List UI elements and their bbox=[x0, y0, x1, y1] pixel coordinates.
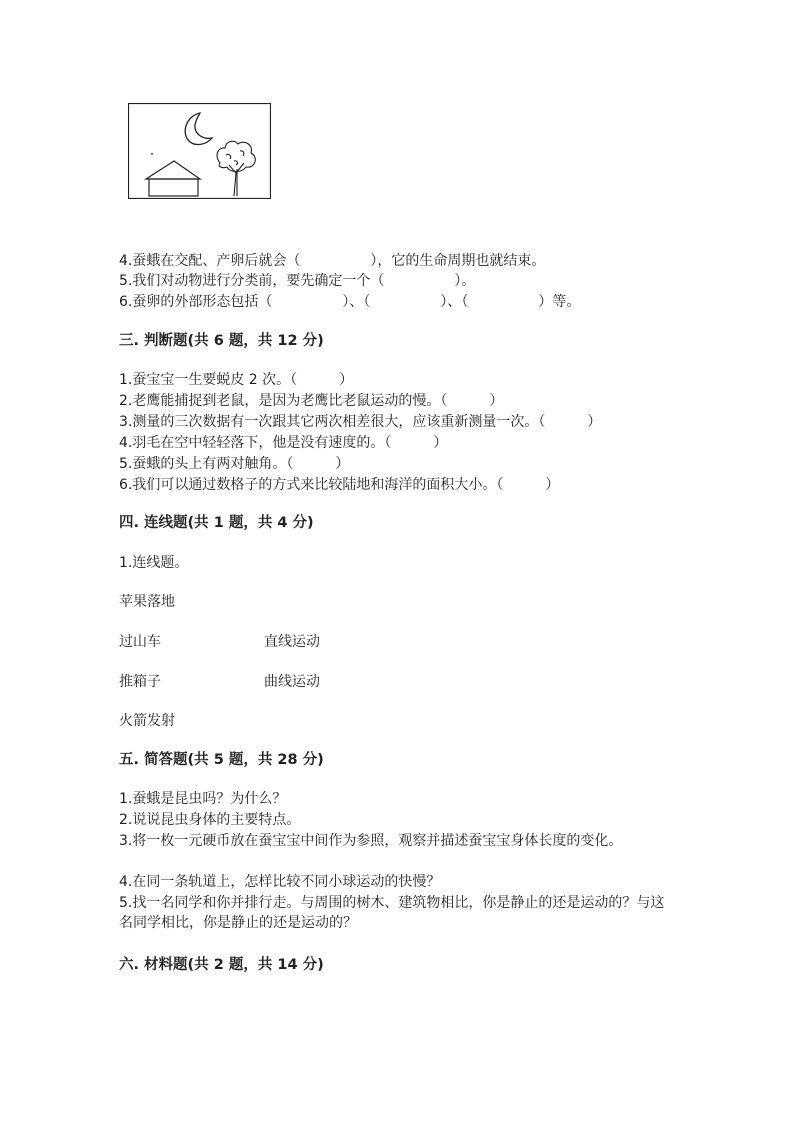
section-title: 四. 连线题(共 1 题，共 4 分) bbox=[119, 515, 314, 531]
matching-right-item: 曲线运动 bbox=[264, 674, 320, 690]
matching-left-item: 过山车 bbox=[119, 634, 161, 650]
matching-right-item: 直线运动 bbox=[264, 634, 320, 650]
matching-left-item: 推箱子 bbox=[119, 674, 161, 690]
short-answer-item: 1.蚕蛾是昆虫吗？为什么？ bbox=[119, 791, 287, 807]
judge-item: 3.测量的三次数据有一次跟其它两次相差很大，应该重新测量一次。（ ） bbox=[119, 414, 602, 430]
short-answer-item: 5.找一名同学和你并排行走。与周围的树木、建筑物相比，你是静止的还是运动的？与这名同学相比，你是静止的还是运动的？ bbox=[119, 895, 665, 931]
section-title: 三. 判断题(共 6 题，共 12 分) bbox=[119, 333, 324, 349]
tree-icon bbox=[217, 141, 255, 196]
judge-item: 2.老鹰能捕捉到老鼠，是因为老鹰比老鼠运动的慢。（ ） bbox=[119, 393, 504, 409]
matching-left-item: 苹果落地 bbox=[119, 594, 175, 610]
short-answer-item: 3.将一枚一元硬币放在蚕宝宝中间作为参照，观察并描述蚕宝宝身体长度的变化。 bbox=[119, 833, 623, 849]
house-icon bbox=[146, 161, 200, 196]
judge-item: 6.我们可以通过数格子的方式来比较陆地和海洋的面积大小。（ ） bbox=[119, 477, 560, 493]
fill-blank-item: 6.蚕卵的外部形态包括（ ）、（ ）、（ ）等。 bbox=[119, 294, 581, 310]
matching-left-item: 火箭发射 bbox=[119, 713, 175, 729]
matching-question: 1.连线题。 bbox=[119, 555, 189, 571]
section-title: 五. 简答题(共 5 题，共 28 分) bbox=[119, 752, 324, 768]
fill-blank-item: 4.蚕蛾在交配、产卵后就会（ ），它的生命周期也就结束。 bbox=[119, 253, 546, 269]
fill-blank-item: 5.我们对动物进行分类前，要先确定一个（ ）。 bbox=[119, 273, 476, 289]
judge-item: 1.蚕宝宝一生要蜕皮 2 次。（ ） bbox=[119, 372, 354, 388]
moon-house-tree-figure bbox=[128, 103, 271, 199]
judge-item: 5.蚕蛾的头上有两对触角。（ ） bbox=[119, 456, 350, 472]
judge-item: 4.羽毛在空中轻轻落下，他是没有速度的。（ ） bbox=[119, 435, 448, 451]
short-answer-item: 4.在同一条轨道上，怎样比较不同小球运动的快慢？ bbox=[119, 874, 441, 890]
moon-icon bbox=[185, 113, 212, 145]
short-answer-item: 2.说说昆虫身体的主要特点。 bbox=[119, 812, 301, 828]
section-title: 六. 材料题(共 2 题，共 14 分) bbox=[119, 957, 324, 973]
